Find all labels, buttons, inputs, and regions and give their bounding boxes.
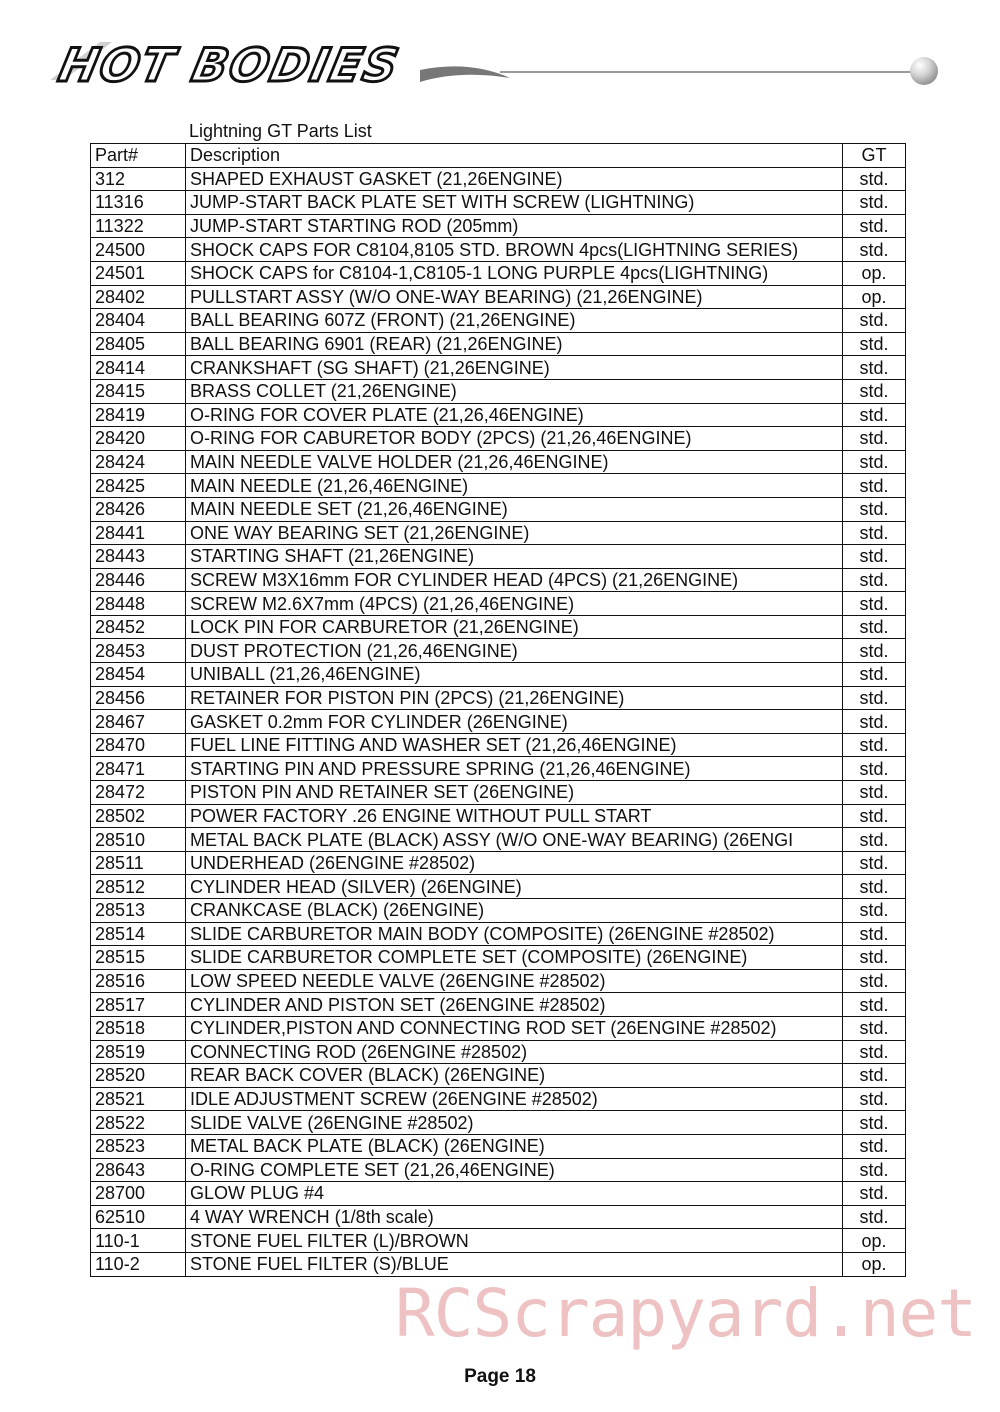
description-cell: ONE WAY BEARING SET (21,26ENGINE) <box>186 521 843 545</box>
part-number-cell: 28402 <box>91 285 186 309</box>
gt-cell: std. <box>843 1040 906 1064</box>
part-number-cell: 28472 <box>91 781 186 805</box>
description-cell: SCREW M2.6X7mm (4PCS) (21,26,46ENGINE) <box>186 592 843 616</box>
description-cell: O-RING COMPLETE SET (21,26,46ENGINE) <box>186 1158 843 1182</box>
gt-cell: std. <box>843 167 906 191</box>
table-row <box>91 686 906 710</box>
table-row <box>91 1205 906 1229</box>
description-cell: CYLINDER,PISTON AND CONNECTING ROD SET (26ENGINE #28502) <box>186 1016 843 1040</box>
part-number-cell: 28404 <box>91 309 186 333</box>
part-number-cell: 28514 <box>91 922 186 946</box>
part-number-cell: 28452 <box>91 615 186 639</box>
description-cell: REAR BACK COVER (BLACK) (26ENGINE) <box>186 1064 843 1088</box>
part-number-cell: 28453 <box>91 639 186 663</box>
gt-cell: std. <box>843 356 906 380</box>
part-number-cell: 28446 <box>91 568 186 592</box>
table-row <box>91 899 906 923</box>
table-row <box>91 450 906 474</box>
chrome-ball-icon <box>910 57 938 85</box>
description-cell: SHOCK CAPS for C8104-1,C8105-1 LONG PURPLE 4pcs(LIGHTNING) <box>186 261 843 285</box>
gt-cell: std. <box>843 332 906 356</box>
gt-cell: std. <box>843 1064 906 1088</box>
table-row <box>91 403 906 427</box>
description-cell: GLOW PLUG #4 <box>186 1182 843 1206</box>
table-row <box>91 497 906 521</box>
gt-cell: std. <box>843 639 906 663</box>
description-cell: SHOCK CAPS FOR C8104,8105 STD. BROWN 4pcs(LIGHTNING SERIES) <box>186 238 843 262</box>
table-row <box>91 946 906 970</box>
description-cell: MAIN NEEDLE (21,26,46ENGINE) <box>186 474 843 498</box>
table-row <box>91 191 906 215</box>
table-row <box>91 663 906 687</box>
part-number-cell: 28456 <box>91 686 186 710</box>
table-row <box>91 1134 906 1158</box>
table-row <box>91 238 906 262</box>
table-row <box>91 1040 906 1064</box>
gt-cell: std. <box>843 1182 906 1206</box>
description-cell: CYLINDER AND PISTON SET (26ENGINE #28502) <box>186 993 843 1017</box>
description-cell: STARTING SHAFT (21,26ENGINE) <box>186 545 843 569</box>
table-row <box>91 214 906 238</box>
gt-cell: std. <box>843 710 906 734</box>
page-header <box>0 0 1000 110</box>
description-cell: RETAINER FOR PISTON PIN (2PCS) (21,26ENGINE) <box>186 686 843 710</box>
table-row <box>91 285 906 309</box>
table-row <box>91 757 906 781</box>
table-row <box>91 1111 906 1135</box>
description-cell: BALL BEARING 607Z (FRONT) (21,26ENGINE) <box>186 309 843 333</box>
gt-cell: std. <box>843 899 906 923</box>
gt-cell: std. <box>843 238 906 262</box>
table-row <box>91 309 906 333</box>
part-number-cell: 28510 <box>91 828 186 852</box>
table-row <box>91 993 906 1017</box>
gt-cell: std. <box>843 474 906 498</box>
description-cell: MAIN NEEDLE SET (21,26,46ENGINE) <box>186 497 843 521</box>
gt-cell: std. <box>843 969 906 993</box>
description-cell: CONNECTING ROD (26ENGINE #28502) <box>186 1040 843 1064</box>
part-number-cell: 62510 <box>91 1205 186 1229</box>
table-row <box>91 875 906 899</box>
gt-cell: std. <box>843 309 906 333</box>
description-cell: BALL BEARING 6901 (REAR) (21,26ENGINE) <box>186 332 843 356</box>
description-cell: UNIBALL (21,26,46ENGINE) <box>186 663 843 687</box>
part-number-cell: 28443 <box>91 545 186 569</box>
description-cell: METAL BACK PLATE (BLACK) ASSY (W/O ONE-WAY BEARING) (26ENGI <box>186 828 843 852</box>
table-row <box>91 804 906 828</box>
part-number-cell: 28425 <box>91 474 186 498</box>
table-row <box>91 568 906 592</box>
table-row <box>91 427 906 451</box>
part-number-cell: 11322 <box>91 214 186 238</box>
description-cell: STONE FUEL FILTER (L)/BROWN <box>186 1229 843 1253</box>
description-cell: O-RING FOR COVER PLATE (21,26,46ENGINE) <box>186 403 843 427</box>
gt-cell: std. <box>843 781 906 805</box>
gt-cell: std. <box>843 663 906 687</box>
gt-cell: op. <box>843 1229 906 1253</box>
table-row <box>91 615 906 639</box>
description-cell: 4 WAY WRENCH (1/8th scale) <box>186 1205 843 1229</box>
part-number-cell: 28515 <box>91 946 186 970</box>
part-number-cell: 28420 <box>91 427 186 451</box>
description-cell: SLIDE CARBURETOR MAIN BODY (COMPOSITE) (26ENGINE #28502) <box>186 922 843 946</box>
gt-cell: std. <box>843 592 906 616</box>
table-row <box>91 1229 906 1253</box>
description-cell: BRASS COLLET (21,26ENGINE) <box>186 379 843 403</box>
description-cell: POWER FACTORY .26 ENGINE WITHOUT PULL START <box>186 804 843 828</box>
part-number-cell: 28520 <box>91 1064 186 1088</box>
gt-cell: std. <box>843 804 906 828</box>
part-number-cell: 28518 <box>91 1016 186 1040</box>
part-number-cell: 312 <box>91 167 186 191</box>
table-row <box>91 969 906 993</box>
description-cell: METAL BACK PLATE (BLACK) (26ENGINE) <box>186 1134 843 1158</box>
description-cell: CRANKSHAFT (SG SHAFT) (21,26ENGINE) <box>186 356 843 380</box>
part-number-cell: 28405 <box>91 332 186 356</box>
table-row <box>91 167 906 191</box>
table-row <box>91 710 906 734</box>
description-cell: SLIDE VALVE (26ENGINE #28502) <box>186 1111 843 1135</box>
column-header-gt: GT <box>843 144 906 168</box>
description-cell: LOW SPEED NEEDLE VALVE (26ENGINE #28502) <box>186 969 843 993</box>
table-row <box>91 545 906 569</box>
table-row <box>91 1064 906 1088</box>
part-number-cell: 28419 <box>91 403 186 427</box>
header-rule <box>500 71 915 73</box>
table-row <box>91 1158 906 1182</box>
description-cell: PISTON PIN AND RETAINER SET (26ENGINE) <box>186 781 843 805</box>
gt-cell: std. <box>843 615 906 639</box>
table-row <box>91 851 906 875</box>
part-number-cell: 28513 <box>91 899 186 923</box>
table-row <box>91 828 906 852</box>
description-cell: FUEL LINE FITTING AND WASHER SET (21,26,46ENGINE) <box>186 733 843 757</box>
table-row <box>91 474 906 498</box>
column-header-description: Description <box>186 144 843 168</box>
gt-cell: std. <box>843 497 906 521</box>
part-number-cell: 28523 <box>91 1134 186 1158</box>
table-row <box>91 356 906 380</box>
gt-cell: std. <box>843 1158 906 1182</box>
gt-cell: std. <box>843 757 906 781</box>
table-row <box>91 1087 906 1111</box>
part-number-cell: 28467 <box>91 710 186 734</box>
table-row <box>91 639 906 663</box>
gt-cell: std. <box>843 875 906 899</box>
description-cell: UNDERHEAD (26ENGINE #28502) <box>186 851 843 875</box>
gt-cell: std. <box>843 1205 906 1229</box>
description-cell: JUMP-START STARTING ROD (205mm) <box>186 214 843 238</box>
part-number-cell: 28415 <box>91 379 186 403</box>
part-number-cell: 28517 <box>91 993 186 1017</box>
table-row <box>91 781 906 805</box>
table-row <box>91 379 906 403</box>
part-number-cell: 28414 <box>91 356 186 380</box>
description-cell: DUST PROTECTION (21,26,46ENGINE) <box>186 639 843 663</box>
description-cell: SHAPED EXHAUST GASKET (21,26ENGINE) <box>186 167 843 191</box>
gt-cell: op. <box>843 1252 906 1276</box>
gt-cell: std. <box>843 686 906 710</box>
description-cell: O-RING FOR CABURETOR BODY (2PCS) (21,26,46ENGINE) <box>186 427 843 451</box>
part-number-cell: 28470 <box>91 733 186 757</box>
table-row <box>91 521 906 545</box>
part-number-cell: 28700 <box>91 1182 186 1206</box>
gt-cell: std. <box>843 1134 906 1158</box>
gt-cell: std. <box>843 379 906 403</box>
part-number-cell: 28424 <box>91 450 186 474</box>
part-number-cell: 28471 <box>91 757 186 781</box>
gt-cell: std. <box>843 545 906 569</box>
gt-cell: op. <box>843 285 906 309</box>
gt-cell: op. <box>843 261 906 285</box>
description-cell: IDLE ADJUSTMENT SCREW (26ENGINE #28502) <box>186 1087 843 1111</box>
hot-bodies-logo: HOT BODIES <box>54 38 405 92</box>
gt-cell: std. <box>843 993 906 1017</box>
part-number-cell: 110-1 <box>91 1229 186 1253</box>
gt-cell: std. <box>843 922 906 946</box>
part-number-cell: 28516 <box>91 969 186 993</box>
watermark: RCScrapyard.net <box>395 1275 977 1352</box>
description-cell: CYLINDER HEAD (SILVER) (26ENGINE) <box>186 875 843 899</box>
gt-cell: std. <box>843 427 906 451</box>
parts-list-title: Lightning GT Parts List <box>189 121 372 141</box>
part-number-cell: 28441 <box>91 521 186 545</box>
gt-cell: std. <box>843 521 906 545</box>
part-number-cell: 28522 <box>91 1111 186 1135</box>
gt-cell: std. <box>843 214 906 238</box>
description-cell: JUMP-START BACK PLATE SET WITH SCREW (LIGHTNING) <box>186 191 843 215</box>
part-number-cell: 110-2 <box>91 1252 186 1276</box>
part-number-cell: 28511 <box>91 851 186 875</box>
table-row <box>91 1016 906 1040</box>
part-number-cell: 28426 <box>91 497 186 521</box>
gt-cell: std. <box>843 191 906 215</box>
description-cell: STONE FUEL FILTER (S)/BLUE <box>186 1252 843 1276</box>
part-number-cell: 28454 <box>91 663 186 687</box>
page-number: Page 18 <box>464 1366 536 1387</box>
table-row <box>91 261 906 285</box>
description-cell: SLIDE CARBURETOR COMPLETE SET (COMPOSITE) (26ENGINE) <box>186 946 843 970</box>
table-row <box>91 332 906 356</box>
gt-cell: std. <box>843 733 906 757</box>
table-row <box>91 592 906 616</box>
part-number-cell: 28643 <box>91 1158 186 1182</box>
table-header-row <box>91 144 906 168</box>
table-row <box>91 1252 906 1276</box>
gt-cell: std. <box>843 946 906 970</box>
description-cell: PULLSTART ASSY (W/O ONE-WAY BEARING) (21,26ENGINE) <box>186 285 843 309</box>
part-number-cell: 24501 <box>91 261 186 285</box>
part-number-cell: 28521 <box>91 1087 186 1111</box>
column-header-part: Part# <box>91 144 186 168</box>
gt-cell: std. <box>843 403 906 427</box>
description-cell: LOCK PIN FOR CARBURETOR (21,26ENGINE) <box>186 615 843 639</box>
part-number-cell: 28512 <box>91 875 186 899</box>
part-number-cell: 24500 <box>91 238 186 262</box>
parts-table <box>90 143 906 1277</box>
gt-cell: std. <box>843 1111 906 1135</box>
table-row <box>91 1182 906 1206</box>
description-cell: CRANKCASE (BLACK) (26ENGINE) <box>186 899 843 923</box>
part-number-cell: 28502 <box>91 804 186 828</box>
gt-cell: std. <box>843 828 906 852</box>
table-row <box>91 922 906 946</box>
table-row <box>91 733 906 757</box>
description-cell: MAIN NEEDLE VALVE HOLDER (21,26,46ENGINE) <box>186 450 843 474</box>
gt-cell: std. <box>843 568 906 592</box>
description-cell: GASKET 0.2mm FOR CYLINDER (26ENGINE) <box>186 710 843 734</box>
gt-cell: std. <box>843 450 906 474</box>
gt-cell: std. <box>843 851 906 875</box>
part-number-cell: 28448 <box>91 592 186 616</box>
gt-cell: std. <box>843 1087 906 1111</box>
part-number-cell: 11316 <box>91 191 186 215</box>
part-number-cell: 28519 <box>91 1040 186 1064</box>
description-cell: SCREW M3X16mm FOR CYLINDER HEAD (4PCS) (21,26ENGINE) <box>186 568 843 592</box>
gt-cell: std. <box>843 1016 906 1040</box>
description-cell: STARTING PIN AND PRESSURE SPRING (21,26,46ENGINE) <box>186 757 843 781</box>
